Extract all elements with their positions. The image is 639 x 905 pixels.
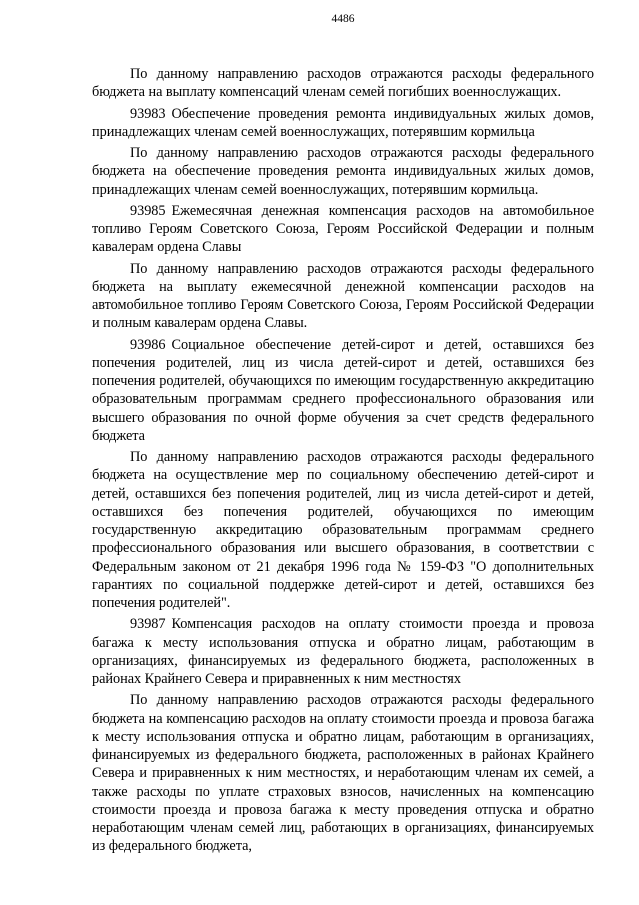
paragraph-text: Обеспечение проведения ремонта индивидуальных жилых домов, принадлежащих членам семей военнослужащих, потерявшим кормильца	[92, 105, 594, 140]
paragraph-text: По данному направлению расходов отражаются расходы федерального бюджета на компенсацию расходов на оплату стоимости проезда и провоза багажа к месту использования отпуска и обратно лицам, работающим в организациях, финансируемых из федерального бюджета, расположенных в районах Крайнего Севера и приравненных к ним местностях, и неработающим членам их семей, а также расходы по уплате страховых взносов, начисленных на компенсацию стоимости проезда и провоза багажа к месту проведения отпуска и обратно неработающим членам семей лиц, работающих в организациях, финансируемых из федерального бюджета,	[92, 692, 594, 855]
paragraph-text: По данному направлению расходов отражаются расходы федерального бюджета на выплату ежемесячной денежной компенсации расходов на автомобильное топливо Героям Советского Союза, Героям Российской Федерации и полным кавалерам ордена Славы.	[92, 260, 594, 332]
paragraph-expense-item	[92, 202, 594, 257]
expense-code: 93987	[130, 616, 166, 633]
paragraph-text: По данному направлению расходов отражаются расходы федерального бюджета на обеспечение проведения ремонта индивидуальных жилых домов, принадлежащих членам семей военнослужащих, потерявшим кормильца.	[92, 145, 594, 198]
expense-code: 93983	[130, 105, 166, 122]
paragraph-description	[92, 260, 594, 333]
paragraph-text: По данному направлению расходов отражаются расходы федерального бюджета на осуществление мер по социальному обеспечению детей-сирот и детей, оставшихся без попечения родителей, лиц из числа детей-сирот и детей, оставшихся без попечения родителей, обучающихся по имеющим государственную аккредитацию образовательным программам среднего профессионального образования или высшего образования, в соответствии с Федеральным законом от 21 декабря 1996 года № 159-ФЗ "О дополнительных гарантиях по социальной поддержке детей-сирот и детей, оставшихся без попечения родителей".	[92, 449, 594, 611]
paragraph-text: Ежемесячная денежная компенсация расходов на автомобильное топливо Героям Советского Союза, Героям Российской Федерации и полным кавалерам ордена Славы	[92, 202, 594, 256]
paragraph-description	[92, 691, 594, 855]
paragraph-text: По данному направлению расходов отражаются расходы федерального бюджета на выплату компенсаций членам семей погибших военнослужащих.	[92, 66, 594, 101]
document-body	[92, 65, 594, 859]
paragraph-expense-item	[92, 615, 594, 688]
expense-code: 93985	[130, 202, 166, 219]
paragraph-expense-item	[92, 105, 594, 142]
paragraph-description	[92, 448, 594, 612]
paragraph-description	[92, 144, 594, 199]
expense-code: 93986	[130, 336, 166, 353]
page-number: 4486	[331, 13, 355, 25]
paragraph-text: Социальное обеспечение детей-сирот и детей, оставшихся без попечения родителей, лиц из числа детей-сирот и детей, оставшихся без попечения родителей, обучающихся по имеющим государственную аккредитацию образовательным программам среднего профессионального образования или высшего образования по очной форме обучения за счет средств федерального бюджета	[92, 336, 594, 444]
paragraph-text: Компенсация расходов на оплату стоимости проезда и провоза багажа к месту использования отпуска и обратно лицам, работающим в организациях, финансируемых из федерального бюджета, расположенных в районах Крайнего Севера и приравненных к ним местностях	[92, 616, 594, 687]
paragraph-description	[92, 65, 594, 102]
paragraph-expense-item	[92, 336, 594, 446]
